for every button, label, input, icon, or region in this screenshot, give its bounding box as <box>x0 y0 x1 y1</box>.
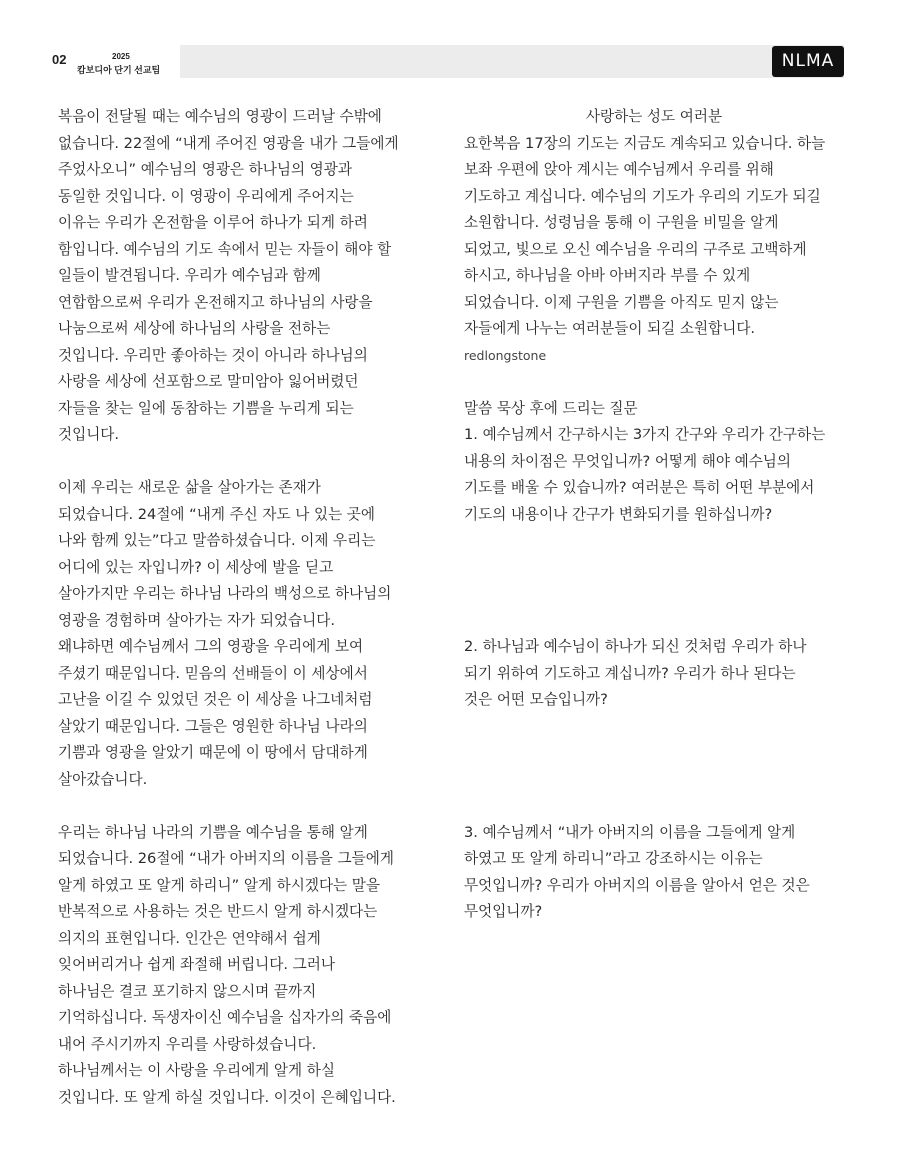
text-line: 무엇입니까? 우리가 아버지의 이름을 알아서 얻은 것은 <box>464 876 810 894</box>
text-line: 되었고, 빛으로 오신 예수님을 우리의 구주로 고백하게 <box>464 240 807 258</box>
text-line: 연합함으로써 우리가 온전해지고 하나님의 사랑을 <box>58 293 373 311</box>
text-line: 의지의 표현입니다. 인간은 연약해서 쉽게 <box>58 929 321 947</box>
text-line: 소원합니다. 성령님을 통해 이 구원을 비밀을 알게 <box>464 214 779 231</box>
text-line: 하시고, 하나님을 아바 아버지라 부를 수 있게 <box>464 267 751 284</box>
text-line: 일들이 발견됩니다. 우리가 예수님과 함께 <box>58 267 321 284</box>
text-line: 자들을 찾는 일에 동참하는 기쁨을 누리게 되는 <box>58 399 354 417</box>
text-line: 기쁨과 영광을 알았기 때문에 이 땅에서 담대하게 <box>58 744 368 761</box>
right-column <box>464 104 874 926</box>
page-header <box>0 44 900 80</box>
text-line: 2. 하나님과 예수님이 하나가 되신 것처럼 우리가 하나 <box>464 638 807 655</box>
question-2 <box>464 634 874 714</box>
page-number: 02 <box>52 52 67 67</box>
paragraph-3 <box>58 820 443 1112</box>
text-line: 기도를 배울 수 있습니까? 여러분은 특히 어떤 부분에서 <box>464 479 815 496</box>
text-line: 어디에 있는 자입니까? 이 세상에 발을 딛고 <box>58 558 334 576</box>
text-line: 것은 어떤 모습입니까? <box>464 691 608 708</box>
text-line: 기도의 내용이나 간구가 변화되기를 원하십니까? <box>464 505 773 523</box>
text-line: 1. 예수님께서 간구하시는 3가지 간구와 우리가 간구하는 <box>464 426 826 443</box>
text-line: 왜냐하면 예수님께서 그의 영광을 우리에게 보여 <box>58 638 364 655</box>
text-line: 알게 하였고 또 알게 하리니” 알게 하시겠다는 말을 <box>58 876 380 894</box>
text-line: 되기 위하여 기도하고 계십니까? 우리가 하나 된다는 <box>464 664 796 682</box>
text-line: 되었습니다. 26절에 “내가 아버지의 이름을 그들에게 <box>58 850 394 867</box>
question-3 <box>464 820 874 926</box>
text-line: 이유는 우리가 온전함을 이루어 하나가 되게 하려 <box>58 214 368 231</box>
text-line: 것입니다. <box>58 426 120 443</box>
text-line: 것입니다. 우리만 좋아하는 것이 아니라 하나님의 <box>58 346 368 364</box>
text-line: 잊어버리거나 쉽게 좌절해 버립니다. 그러나 <box>58 956 335 973</box>
left-column <box>58 104 443 1111</box>
question-1 <box>464 422 874 528</box>
text-line: 기억하십니다. 독생자이신 예수님을 십자가의 죽음에 <box>58 1009 392 1026</box>
header-bar <box>180 45 844 78</box>
text-line: 되었습니다. 24절에 “내게 주신 자도 나 있는 곳에 <box>58 505 375 523</box>
text-line: 요한복음 17장의 기도는 지금도 계속되고 있습니다. 하늘 <box>464 134 826 152</box>
paragraph-2 <box>58 475 443 793</box>
text-line: 고난을 이길 수 있었던 것은 이 세상을 나그네처럼 <box>58 691 373 708</box>
paragraph-1 <box>58 104 443 449</box>
text-line: 것입니다. 또 알게 하실 것입니다. 이것이 은혜입니다. <box>58 1088 396 1106</box>
text-line: 영광을 경험하며 살아가는 자가 되었습니다. <box>58 611 335 629</box>
header-subtitle: 캄보디아 단기 선교팀 <box>77 65 161 75</box>
prayer-paragraph <box>464 131 874 343</box>
text-line: 살아갔습니다. <box>58 770 148 788</box>
questions-title: 말씀 묵상 후에 드리는 질문 <box>464 399 638 417</box>
text-line: 우리는 하나님 나라의 기쁨을 예수님을 통해 알게 <box>58 823 368 841</box>
text-line: 무엇입니까? <box>464 903 543 920</box>
text-line: 하였고 또 알게 하리니”라고 강조하시는 이유는 <box>464 850 763 867</box>
text-line: 함입니다. 예수님의 기도 속에서 믿는 자들이 해야 할 <box>58 240 392 258</box>
text-line: 보좌 우편에 앉아 계시는 예수님께서 우리를 위해 <box>464 161 774 178</box>
text-line: 내용의 차이점은 무엇입니까? 어떻게 해야 예수님의 <box>464 452 791 470</box>
author-signature: redlongstone <box>464 347 547 363</box>
text-line: 동일한 것입니다. 이 영광이 우리에게 주어지는 <box>58 187 354 205</box>
text-line: 자들에게 나누는 여러분들이 되길 소원합니다. <box>464 320 756 337</box>
text-line: 주셨기 때문입니다. 믿음의 선배들이 이 세상에서 <box>58 664 368 682</box>
text-line: 하나님은 결코 포기하지 않으시며 끝까지 <box>58 982 317 1000</box>
text-line: 3. 예수님께서 “내가 아버지의 이름을 그들에게 알게 <box>464 823 796 841</box>
text-line: 주었사오니” 예수님의 영광은 하나님의 영광과 <box>58 161 352 178</box>
text-line: 복음이 전달될 때는 예수님의 영광이 드러날 수밖에 <box>58 108 382 125</box>
text-line: 나와 함께 있는”다고 말씀하셨습니다. 이제 우리는 <box>58 532 376 549</box>
nlma-logo: NLMA <box>772 46 844 77</box>
text-line: 이제 우리는 새로운 삶을 살아가는 존재가 <box>58 479 321 496</box>
text-line: 나눔으로써 세상에 하나님의 사랑을 전하는 <box>58 320 331 337</box>
header-year: 2025 <box>112 52 130 61</box>
text-line: 없습니다. 22절에 “내게 주어진 영광을 내가 그들에게 <box>58 134 399 152</box>
text-line: 하나님께서는 이 사랑을 우리에게 알게 하실 <box>58 1062 335 1079</box>
text-line: 내어 주시기까지 우리를 사랑하셨습니다. <box>58 1035 317 1053</box>
text-line: 되었습니다. 이제 구원을 기쁨을 아직도 믿지 않는 <box>464 293 779 311</box>
text-line: 살았기 때문입니다. 그들은 영원한 하나님 나라의 <box>58 717 368 735</box>
text-line: 살아가지만 우리는 하나님 나라의 백성으로 하나님의 <box>58 585 392 602</box>
text-line: 사랑을 세상에 선포함으로 말미암아 잃어버렸던 <box>58 373 359 390</box>
text-line: 반복적으로 사용하는 것은 반드시 알게 하시겠다는 <box>58 903 378 920</box>
text-line: 기도하고 계십니다. 예수님의 기도가 우리의 기도가 되길 <box>464 187 821 205</box>
greeting-title: 사랑하는 성도 여러분 <box>585 108 723 125</box>
